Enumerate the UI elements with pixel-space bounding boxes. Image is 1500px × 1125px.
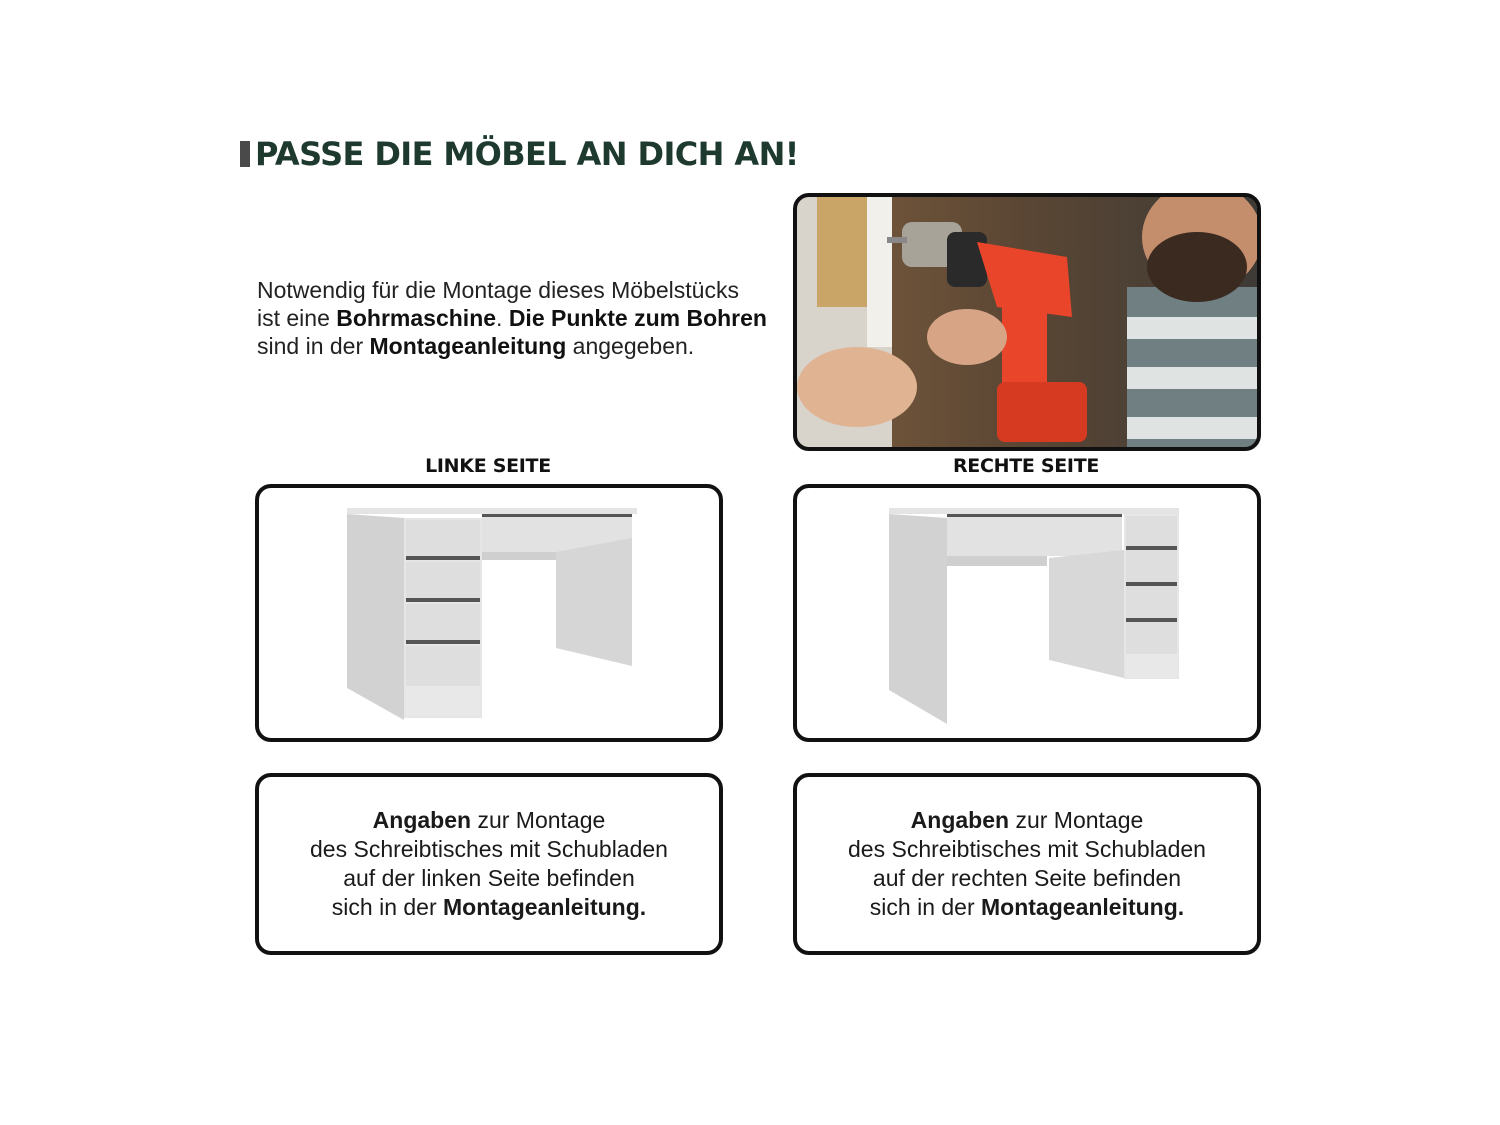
right-text-line-4-bold: Montageanleitung. <box>981 894 1185 920</box>
page-title-text: PASSE DIE MÖBEL AN DICH AN! <box>255 135 799 173</box>
page-title <box>240 132 799 176</box>
desk-drawers-right-image <box>797 488 1257 738</box>
right-side-label: RECHTE SEITE <box>952 455 1100 477</box>
right-text-line-2: des Schreibtisches mit Schubladen <box>848 836 1206 862</box>
intro-manual-term: Montageanleitung <box>369 333 567 359</box>
drill-photo <box>793 193 1261 451</box>
left-side-label: LINKE SEITE <box>425 455 551 477</box>
desk-left-card <box>255 484 723 742</box>
title-accent-bar <box>240 141 250 167</box>
intro-text <box>257 276 777 360</box>
right-instructions-text <box>848 806 1206 922</box>
right-text-bold-1: Angaben <box>910 807 1010 833</box>
intro-drill-points: Die Punkte zum Bohren <box>508 305 767 331</box>
right-instructions-card <box>793 773 1261 955</box>
left-instructions-card <box>255 773 723 955</box>
left-text-rest-1: zur Montage <box>471 807 606 833</box>
left-text-line-2: des Schreibtisches mit Schubladen <box>310 836 668 862</box>
intro-line-3-pre: sind in der <box>257 333 370 359</box>
intro-line-1: Notwendig für die Montage dieses Möbelstücks <box>257 277 739 303</box>
intro-drill-term: Bohrmaschine <box>336 305 497 331</box>
left-text-line-3: auf der linken Seite befinden <box>343 865 635 891</box>
right-text-line-4-pre: sich in der <box>869 894 982 920</box>
right-text-line-3: auf der rechten Seite befinden <box>872 865 1182 891</box>
left-text-line-4-pre: sich in der <box>331 894 444 920</box>
desk-right-card <box>793 484 1261 742</box>
left-text-bold-1: Angaben <box>372 807 472 833</box>
desk-drawers-left-image <box>259 488 719 738</box>
right-text-rest-1: zur Montage <box>1009 807 1144 833</box>
intro-line-2-pre: ist eine <box>257 305 337 331</box>
left-text-line-4-bold: Montageanleitung. <box>443 894 647 920</box>
left-instructions-text <box>310 806 668 922</box>
intro-line-2-mid: . <box>496 305 509 331</box>
intro-line-3-post: angegeben. <box>566 333 695 359</box>
